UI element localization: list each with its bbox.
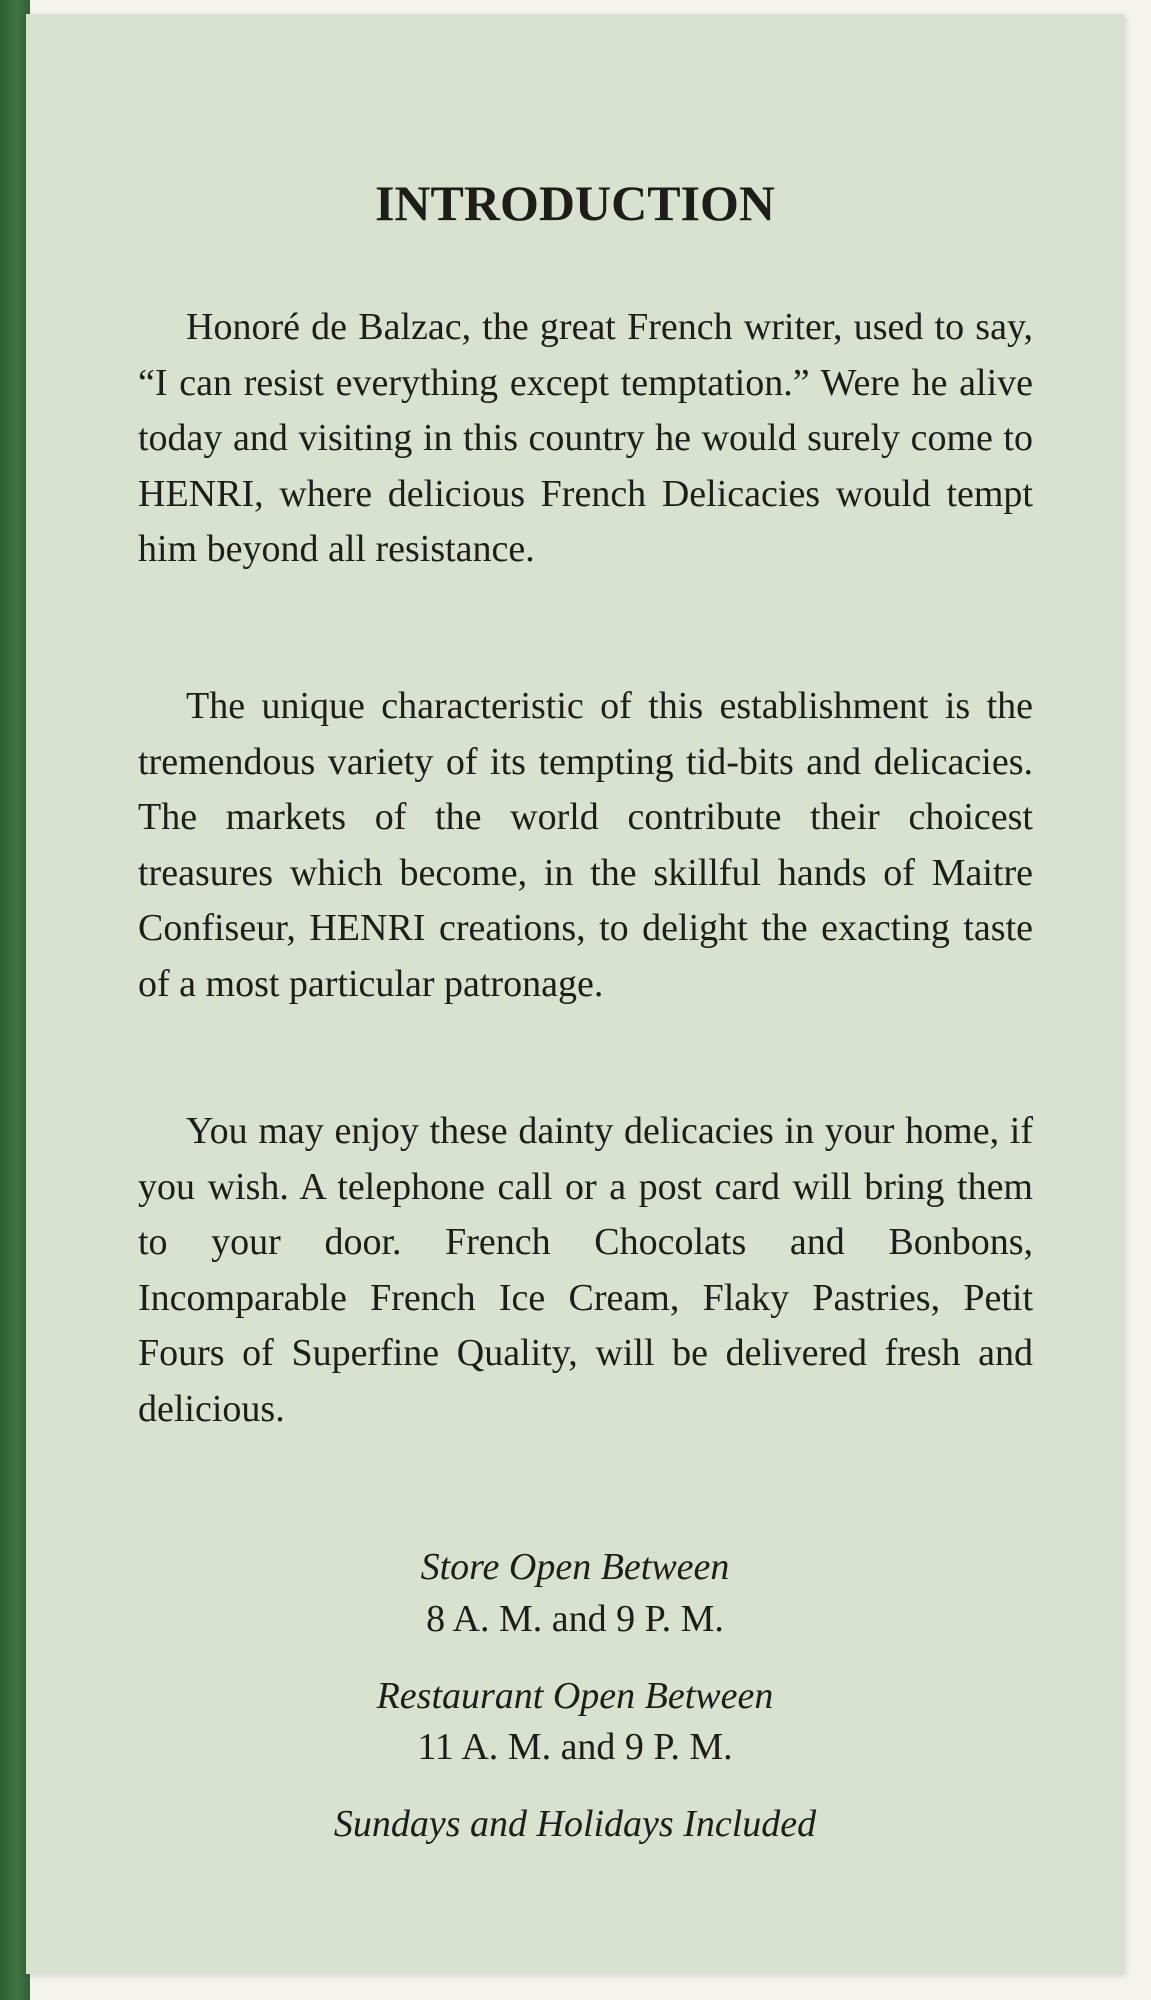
restaurant-hours-time: 11 A. M. and 9 P. M. [417, 1726, 733, 1768]
restaurant-hours-label: Restaurant Open Between [376, 1675, 774, 1717]
booklet-page [26, 14, 1124, 1974]
paragraph-3: You may enjoy these dainty delicacies in your home, if you wish. A telephone call or a post card will bring them to your door. French Chocolats and Bonbons, Incomparable French Ice Cream, Flaky Pastries, Petit Fours of Superfine Quality, will be delivered fresh and delicious. [138, 1110, 1033, 1430]
page-title: INTRODUCTION [374, 175, 776, 231]
paragraph-1: Honoré de Balzac, the great French writer, used to say, “I can resist everything except temptation.” Were he alive today and visiting in this country he would surely come to HENRI, where delicious French Delicacies would tempt him beyond all resistance. [138, 306, 1033, 570]
paragraph-2: The unique characteristic of this establishment is the tremendous variety of its tempting tid-bits and delicacies. The markets of the world contribute their choicest treasures which become, in the skillful hands of Maitre Confiseur, HENRI creations, to delight the exacting taste of a most particular patronage. [138, 685, 1033, 1005]
store-hours-label: Store Open Between [420, 1546, 730, 1588]
store-hours-time: 8 A. M. and 9 P. M. [426, 1598, 724, 1640]
sundays-holidays-note: Sundays and Holidays Included [333, 1803, 817, 1845]
